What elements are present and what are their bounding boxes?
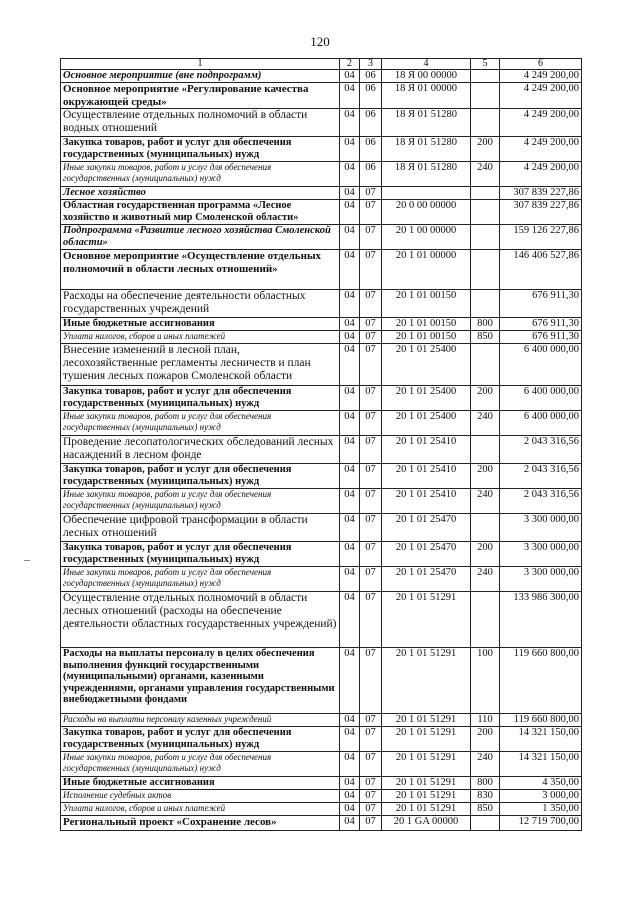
item-name-cell: Закупка товаров, работ и услуг для обеспечения государственных (муниципальных) нужд bbox=[61, 727, 340, 752]
target-article-cell: 20 1 01 00150 bbox=[382, 290, 471, 318]
table-row bbox=[61, 137, 582, 162]
target-article-cell: 20 1 01 51291 bbox=[382, 592, 471, 648]
expense-type-cell: 240 bbox=[471, 752, 500, 777]
subsection-code-cell: 07 bbox=[360, 290, 382, 318]
amount-cell: 6 400 000,00 bbox=[500, 411, 582, 436]
subsection-code-cell: 07 bbox=[360, 752, 382, 777]
amount-cell: 3 000,00 bbox=[500, 790, 582, 803]
target-article-cell: 20 1 01 25470 bbox=[382, 542, 471, 567]
table-row bbox=[61, 752, 582, 777]
section-code-cell: 04 bbox=[340, 70, 360, 83]
amount-cell: 4 249 200,00 bbox=[500, 83, 582, 109]
amount-cell: 14 321 150,00 bbox=[500, 727, 582, 752]
expense-type-cell: 240 bbox=[471, 162, 500, 187]
table-row bbox=[61, 648, 582, 714]
section-code-cell: 04 bbox=[340, 514, 360, 542]
expense-type-cell: 100 bbox=[471, 648, 500, 714]
item-name-cell: Региональный проект «Сохранение лесов» bbox=[61, 816, 340, 831]
target-article-cell bbox=[382, 187, 471, 200]
subsection-code-cell: 06 bbox=[360, 83, 382, 109]
amount-cell: 1 350,00 bbox=[500, 803, 582, 816]
section-code-cell: 04 bbox=[340, 137, 360, 162]
section-code-cell: 04 bbox=[340, 162, 360, 187]
expense-type-cell: 200 bbox=[471, 727, 500, 752]
expense-type-cell bbox=[471, 109, 500, 137]
subsection-code-cell: 06 bbox=[360, 70, 382, 83]
target-article-cell: 20 1 01 51291 bbox=[382, 727, 471, 752]
section-code-cell: 04 bbox=[340, 790, 360, 803]
subsection-code-cell: 07 bbox=[360, 187, 382, 200]
amount-cell: 2 043 316,56 bbox=[500, 464, 582, 489]
table-row bbox=[61, 187, 582, 200]
table-row bbox=[61, 70, 582, 83]
expense-type-cell: 110 bbox=[471, 714, 500, 727]
section-code-cell: 04 bbox=[340, 777, 360, 790]
item-name-cell: Уплата налогов, сборов и иных платежей bbox=[61, 803, 340, 816]
subsection-code-cell: 07 bbox=[360, 567, 382, 592]
expense-type-cell bbox=[471, 200, 500, 225]
section-code-cell: 04 bbox=[340, 436, 360, 464]
section-code-cell: 04 bbox=[340, 489, 360, 514]
item-name-cell: Закупка товаров, работ и услуг для обеспечения государственных (муниципальных) нужд bbox=[61, 137, 340, 162]
amount-cell: 2 043 316,56 bbox=[500, 436, 582, 464]
table-row bbox=[61, 790, 582, 803]
subsection-code-cell: 07 bbox=[360, 318, 382, 331]
item-name-cell: Иные закупки товаров, работ и услуг для обеспечения государственных (муниципальных) нужд bbox=[61, 489, 340, 514]
table-row bbox=[61, 200, 582, 225]
section-code-cell: 04 bbox=[340, 542, 360, 567]
expense-type-cell: 200 bbox=[471, 386, 500, 411]
expense-type-cell: 240 bbox=[471, 489, 500, 514]
expense-type-cell bbox=[471, 250, 500, 290]
expense-type-cell bbox=[471, 592, 500, 648]
item-name-cell: Расходы на выплаты персоналу в целях обеспечения выполнения функций государственными (муниципальными) органами, казенными учреждениями, органами управления государственными внебюджетными фондами bbox=[61, 648, 340, 714]
table-row bbox=[61, 816, 582, 831]
subsection-code-cell: 07 bbox=[360, 727, 382, 752]
amount-cell: 3 300 000,00 bbox=[500, 514, 582, 542]
target-article-cell: 20 1 01 25400 bbox=[382, 386, 471, 411]
section-code-cell: 04 bbox=[340, 200, 360, 225]
item-name-cell: Закупка товаров, работ и услуг для обеспечения государственных (муниципальных) нужд bbox=[61, 542, 340, 567]
item-name-cell: Иные бюджетные ассигнования bbox=[61, 777, 340, 790]
section-code-cell: 04 bbox=[340, 816, 360, 831]
target-article-cell: 20 1 01 00150 bbox=[382, 331, 471, 344]
amount-cell: 6 400 000,00 bbox=[500, 386, 582, 411]
amount-cell: 307 839 227,86 bbox=[500, 187, 582, 200]
table-row bbox=[61, 411, 582, 436]
scan-margin-mark bbox=[24, 560, 30, 561]
table-row bbox=[61, 777, 582, 790]
subsection-code-cell: 07 bbox=[360, 592, 382, 648]
amount-cell: 3 300 000,00 bbox=[500, 542, 582, 567]
amount-cell: 3 300 000,00 bbox=[500, 567, 582, 592]
header-cell: 3 bbox=[360, 59, 382, 70]
item-name-cell: Основное мероприятие «Регулирование качества окружающей среды» bbox=[61, 83, 340, 109]
expense-type-cell: 200 bbox=[471, 464, 500, 489]
expense-type-cell: 240 bbox=[471, 411, 500, 436]
target-article-cell: 18 Я 00 00000 bbox=[382, 70, 471, 83]
item-name-cell: Иные закупки товаров, работ и услуг для обеспечения государственных (муниципальных) нужд bbox=[61, 411, 340, 436]
target-article-cell: 20 1 01 25400 bbox=[382, 344, 471, 386]
expense-type-cell: 830 bbox=[471, 790, 500, 803]
table-row bbox=[61, 464, 582, 489]
table-row bbox=[61, 109, 582, 137]
amount-cell: 12 719 700,00 bbox=[500, 816, 582, 831]
target-article-cell: 20 1 00 00000 bbox=[382, 225, 471, 250]
section-code-cell: 04 bbox=[340, 803, 360, 816]
subsection-code-cell: 07 bbox=[360, 386, 382, 411]
section-code-cell: 04 bbox=[340, 386, 360, 411]
table-row bbox=[61, 727, 582, 752]
section-code-cell: 04 bbox=[340, 411, 360, 436]
target-article-cell: 20 0 00 00000 bbox=[382, 200, 471, 225]
table-row bbox=[61, 344, 582, 386]
section-code-cell: 04 bbox=[340, 714, 360, 727]
amount-cell: 146 406 527,86 bbox=[500, 250, 582, 290]
target-article-cell: 20 1 01 25470 bbox=[382, 567, 471, 592]
item-name-cell: Иные закупки товаров, работ и услуг для обеспечения государственных (муниципальных) нужд bbox=[61, 567, 340, 592]
amount-cell: 4 249 200,00 bbox=[500, 162, 582, 187]
table-row bbox=[61, 290, 582, 318]
amount-cell: 4 249 200,00 bbox=[500, 109, 582, 137]
subsection-code-cell: 07 bbox=[360, 777, 382, 790]
section-code-cell: 04 bbox=[340, 109, 360, 137]
section-code-cell: 04 bbox=[340, 83, 360, 109]
item-name-cell: Закупка товаров, работ и услуг для обеспечения государственных (муниципальных) нужд bbox=[61, 386, 340, 411]
target-article-cell: 20 1 01 51291 bbox=[382, 648, 471, 714]
amount-cell: 14 321 150,00 bbox=[500, 752, 582, 777]
expense-type-cell bbox=[471, 225, 500, 250]
item-name-cell: Областная государственная программа «Лесное хозяйство и животный мир Смоленской области» bbox=[61, 200, 340, 225]
expense-type-cell bbox=[471, 816, 500, 831]
target-article-cell: 20 1 01 51291 bbox=[382, 777, 471, 790]
target-article-cell: 20 1 01 00000 bbox=[382, 250, 471, 290]
subsection-code-cell: 07 bbox=[360, 411, 382, 436]
expense-type-cell bbox=[471, 70, 500, 83]
target-article-cell: 20 1 01 25410 bbox=[382, 464, 471, 489]
subsection-code-cell: 07 bbox=[360, 648, 382, 714]
subsection-code-cell: 07 bbox=[360, 344, 382, 386]
header-cell: 5 bbox=[471, 59, 500, 70]
target-article-cell: 18 Я 01 51280 bbox=[382, 162, 471, 187]
target-article-cell: 18 Я 01 51280 bbox=[382, 109, 471, 137]
amount-cell: 676 911,30 bbox=[500, 290, 582, 318]
expense-type-cell: 240 bbox=[471, 567, 500, 592]
subsection-code-cell: 07 bbox=[360, 803, 382, 816]
target-article-cell: 20 1 01 00150 bbox=[382, 318, 471, 331]
target-article-cell: 20 1 01 25470 bbox=[382, 514, 471, 542]
section-code-cell: 04 bbox=[340, 187, 360, 200]
item-name-cell: Иные бюджетные ассигнования bbox=[61, 318, 340, 331]
table-row bbox=[61, 83, 582, 109]
table-header-row bbox=[61, 59, 582, 70]
expense-type-cell: 200 bbox=[471, 137, 500, 162]
section-code-cell: 04 bbox=[340, 331, 360, 344]
amount-cell: 119 660 800,00 bbox=[500, 714, 582, 727]
header-cell: 6 bbox=[500, 59, 582, 70]
item-name-cell: Осуществление отдельных полномочий в области водных отношений bbox=[61, 109, 340, 137]
target-article-cell: 20 1 01 25410 bbox=[382, 436, 471, 464]
section-code-cell: 04 bbox=[340, 727, 360, 752]
section-code-cell: 04 bbox=[340, 290, 360, 318]
target-article-cell: 18 Я 01 00000 bbox=[382, 83, 471, 109]
expense-type-cell: 800 bbox=[471, 777, 500, 790]
table-row bbox=[61, 542, 582, 567]
subsection-code-cell: 07 bbox=[360, 489, 382, 514]
item-name-cell: Внесение изменений в лесной план, лесохозяйственные регламенты лесничеств и план тушения лесных пожаров Смоленской области bbox=[61, 344, 340, 386]
item-name-cell: Закупка товаров, работ и услуг для обеспечения государственных (муниципальных) нужд bbox=[61, 464, 340, 489]
item-name-cell: Иные закупки товаров, работ и услуг для обеспечения государственных (муниципальных) нужд bbox=[61, 162, 340, 187]
subsection-code-cell: 07 bbox=[360, 542, 382, 567]
item-name-cell: Основное мероприятие (вне подпрограмм) bbox=[61, 70, 340, 83]
item-name-cell: Исполнение судебных актов bbox=[61, 790, 340, 803]
section-code-cell: 04 bbox=[340, 318, 360, 331]
target-article-cell: 20 1 01 25400 bbox=[382, 411, 471, 436]
target-article-cell: 18 Я 01 51280 bbox=[382, 137, 471, 162]
table-row bbox=[61, 592, 582, 648]
table-row bbox=[61, 250, 582, 290]
table-row bbox=[61, 331, 582, 344]
expense-type-cell bbox=[471, 436, 500, 464]
target-article-cell: 20 1 01 51291 bbox=[382, 803, 471, 816]
subsection-code-cell: 07 bbox=[360, 714, 382, 727]
expense-type-cell bbox=[471, 187, 500, 200]
table-row bbox=[61, 803, 582, 816]
item-name-cell: Иные закупки товаров, работ и услуг для обеспечения государственных (муниципальных) нужд bbox=[61, 752, 340, 777]
amount-cell: 133 986 300,00 bbox=[500, 592, 582, 648]
subsection-code-cell: 07 bbox=[360, 790, 382, 803]
amount-cell: 4 350,00 bbox=[500, 777, 582, 790]
subsection-code-cell: 07 bbox=[360, 464, 382, 489]
section-code-cell: 04 bbox=[340, 464, 360, 489]
table-row bbox=[61, 225, 582, 250]
target-article-cell: 20 1 01 51291 bbox=[382, 790, 471, 803]
section-code-cell: 04 bbox=[340, 752, 360, 777]
item-name-cell: Подпрограмма «Развитие лесного хозяйства Смоленской области» bbox=[61, 225, 340, 250]
header-cell: 1 bbox=[61, 59, 340, 70]
table-row bbox=[61, 714, 582, 727]
expense-type-cell bbox=[471, 290, 500, 318]
budget-table bbox=[60, 58, 582, 831]
amount-cell: 307 839 227,86 bbox=[500, 200, 582, 225]
header-cell: 4 bbox=[382, 59, 471, 70]
target-article-cell: 20 1 01 51291 bbox=[382, 752, 471, 777]
section-code-cell: 04 bbox=[340, 648, 360, 714]
section-code-cell: 04 bbox=[340, 250, 360, 290]
subsection-code-cell: 07 bbox=[360, 436, 382, 464]
item-name-cell: Обеспечение цифровой трансформации в области лесных отношений bbox=[61, 514, 340, 542]
subsection-code-cell: 07 bbox=[360, 331, 382, 344]
expense-type-cell bbox=[471, 514, 500, 542]
table-row bbox=[61, 386, 582, 411]
amount-cell: 6 400 000,00 bbox=[500, 344, 582, 386]
amount-cell: 676 911,30 bbox=[500, 318, 582, 331]
amount-cell: 4 249 200,00 bbox=[500, 70, 582, 83]
section-code-cell: 04 bbox=[340, 567, 360, 592]
subsection-code-cell: 07 bbox=[360, 225, 382, 250]
item-name-cell: Осуществление отдельных полномочий в области лесных отношений (расходы на обеспечение деятельности областных государственных учреждений) bbox=[61, 592, 340, 648]
subsection-code-cell: 07 bbox=[360, 250, 382, 290]
item-name-cell: Расходы на обеспечение деятельности областных государственных учреждений bbox=[61, 290, 340, 318]
table-row bbox=[61, 489, 582, 514]
expense-type-cell: 800 bbox=[471, 318, 500, 331]
target-article-cell: 20 1 GA 00000 bbox=[382, 816, 471, 831]
expense-type-cell bbox=[471, 83, 500, 109]
table-row bbox=[61, 162, 582, 187]
subsection-code-cell: 06 bbox=[360, 162, 382, 187]
target-article-cell: 20 1 01 51291 bbox=[382, 714, 471, 727]
amount-cell: 2 043 316,56 bbox=[500, 489, 582, 514]
item-name-cell: Расходы на выплаты персоналу казенных учреждений bbox=[61, 714, 340, 727]
subsection-code-cell: 06 bbox=[360, 109, 382, 137]
section-code-cell: 04 bbox=[340, 592, 360, 648]
subsection-code-cell: 07 bbox=[360, 514, 382, 542]
table-row bbox=[61, 514, 582, 542]
page-number: 120 bbox=[310, 34, 330, 49]
table-row bbox=[61, 318, 582, 331]
subsection-code-cell: 07 bbox=[360, 200, 382, 225]
subsection-code-cell: 07 bbox=[360, 816, 382, 831]
section-code-cell: 04 bbox=[340, 344, 360, 386]
expense-type-cell: 850 bbox=[471, 331, 500, 344]
expense-type-cell: 850 bbox=[471, 803, 500, 816]
item-name-cell: Проведение лесопатологических обследований лесных насаждений в лесном фонде bbox=[61, 436, 340, 464]
table-row bbox=[61, 567, 582, 592]
subsection-code-cell: 06 bbox=[360, 137, 382, 162]
section-code-cell: 04 bbox=[340, 225, 360, 250]
table-row bbox=[61, 436, 582, 464]
expense-type-cell: 200 bbox=[471, 542, 500, 567]
target-article-cell: 20 1 01 25410 bbox=[382, 489, 471, 514]
item-name-cell: Лесное хозяйство bbox=[61, 187, 340, 200]
item-name-cell: Основное мероприятие «Осуществление отдельных полномочий в области лесных отношений» bbox=[61, 250, 340, 290]
amount-cell: 4 249 200,00 bbox=[500, 137, 582, 162]
header-cell: 2 bbox=[340, 59, 360, 70]
amount-cell: 676 911,30 bbox=[500, 331, 582, 344]
amount-cell: 119 660 800,00 bbox=[500, 648, 582, 714]
amount-cell: 159 126 227,86 bbox=[500, 225, 582, 250]
item-name-cell: Уплата налогов, сборов и иных платежей bbox=[61, 331, 340, 344]
expense-type-cell bbox=[471, 344, 500, 386]
